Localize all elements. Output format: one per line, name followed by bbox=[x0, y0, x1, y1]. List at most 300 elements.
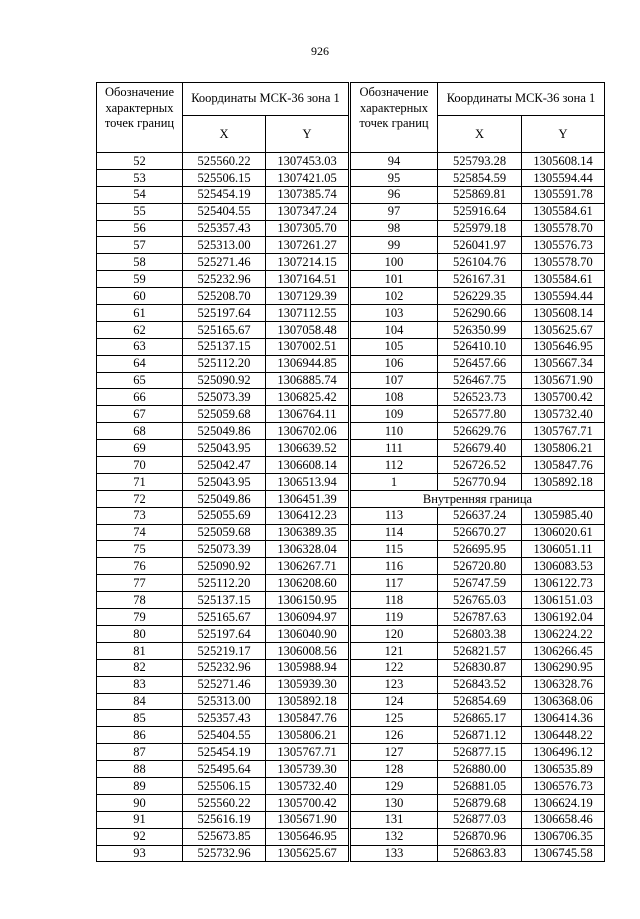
x-cell: 525059.68 bbox=[183, 406, 266, 423]
y-cell: 1305847.76 bbox=[266, 710, 349, 727]
x-cell: 526523.73 bbox=[438, 389, 522, 406]
y-cell: 1306192.04 bbox=[522, 609, 605, 626]
point-id-cell: 119 bbox=[351, 609, 438, 626]
y-cell: 1305767.71 bbox=[522, 423, 605, 440]
table-row bbox=[351, 642, 605, 659]
table-row bbox=[97, 777, 349, 794]
y-cell: 1307305.70 bbox=[266, 220, 349, 237]
y-cell: 1306448.22 bbox=[522, 727, 605, 744]
table-row bbox=[97, 186, 349, 203]
x-cell: 525055.69 bbox=[183, 507, 266, 524]
x-cell: 525616.19 bbox=[183, 811, 266, 828]
y-cell: 1305732.40 bbox=[522, 406, 605, 423]
x-cell: 525219.17 bbox=[183, 642, 266, 659]
table-row bbox=[97, 389, 349, 406]
y-cell: 1307164.51 bbox=[266, 271, 349, 288]
x-cell: 525313.00 bbox=[183, 693, 266, 710]
table-row bbox=[351, 305, 605, 322]
point-id-cell: 81 bbox=[97, 642, 183, 659]
x-cell: 525090.92 bbox=[183, 558, 266, 575]
x-cell: 525049.86 bbox=[183, 490, 266, 507]
table-row bbox=[351, 828, 605, 845]
x-cell: 526290.66 bbox=[438, 305, 522, 322]
point-id-cell: 82 bbox=[97, 659, 183, 676]
x-cell: 526629.76 bbox=[438, 423, 522, 440]
header-point-label: Обозначение характерных точек границ bbox=[351, 83, 438, 153]
x-cell: 525165.67 bbox=[183, 321, 266, 338]
y-cell: 1306094.97 bbox=[266, 609, 349, 626]
point-id-cell: 56 bbox=[97, 220, 183, 237]
table-row bbox=[351, 271, 605, 288]
x-cell: 525495.64 bbox=[183, 761, 266, 778]
x-cell: 526821.57 bbox=[438, 642, 522, 659]
point-id-cell: 52 bbox=[97, 153, 183, 170]
point-id-cell: 122 bbox=[351, 659, 438, 676]
x-cell: 526830.87 bbox=[438, 659, 522, 676]
y-cell: 1306412.23 bbox=[266, 507, 349, 524]
table-row bbox=[97, 321, 349, 338]
header-y: Y bbox=[522, 116, 605, 153]
y-cell: 1305671.90 bbox=[522, 372, 605, 389]
y-cell: 1305608.14 bbox=[522, 153, 605, 170]
inner-border-label: Внутренняя граница bbox=[351, 490, 605, 507]
table-row bbox=[351, 153, 605, 170]
x-cell: 525090.92 bbox=[183, 372, 266, 389]
table-row bbox=[97, 153, 349, 170]
point-id-cell: 99 bbox=[351, 237, 438, 254]
x-cell: 525357.43 bbox=[183, 220, 266, 237]
y-cell: 1306825.42 bbox=[266, 389, 349, 406]
point-id-cell: 74 bbox=[97, 524, 183, 541]
point-id-cell: 86 bbox=[97, 727, 183, 744]
point-id-cell: 60 bbox=[97, 288, 183, 305]
point-id-cell: 68 bbox=[97, 423, 183, 440]
point-id-cell: 54 bbox=[97, 186, 183, 203]
x-cell: 526350.99 bbox=[438, 321, 522, 338]
table-row bbox=[97, 288, 349, 305]
table-row bbox=[97, 406, 349, 423]
point-id-cell: 65 bbox=[97, 372, 183, 389]
table-row bbox=[351, 541, 605, 558]
y-cell: 1305700.42 bbox=[522, 389, 605, 406]
point-id-cell: 62 bbox=[97, 321, 183, 338]
point-id-cell: 104 bbox=[351, 321, 438, 338]
table-row bbox=[351, 659, 605, 676]
y-cell: 1305739.30 bbox=[266, 761, 349, 778]
y-cell: 1306328.04 bbox=[266, 541, 349, 558]
y-cell: 1305806.21 bbox=[522, 440, 605, 457]
point-id-cell: 132 bbox=[351, 828, 438, 845]
point-id-cell: 133 bbox=[351, 845, 438, 862]
table-row bbox=[97, 423, 349, 440]
point-id-cell: 67 bbox=[97, 406, 183, 423]
y-cell: 1307214.15 bbox=[266, 254, 349, 271]
y-cell: 1306658.46 bbox=[522, 811, 605, 828]
x-cell: 525137.15 bbox=[183, 338, 266, 355]
point-id-cell: 116 bbox=[351, 558, 438, 575]
point-id-cell: 105 bbox=[351, 338, 438, 355]
x-cell: 525916.64 bbox=[438, 203, 522, 220]
point-id-cell: 103 bbox=[351, 305, 438, 322]
y-cell: 1306608.14 bbox=[266, 457, 349, 474]
point-id-cell: 124 bbox=[351, 693, 438, 710]
point-id-cell: 55 bbox=[97, 203, 183, 220]
x-cell: 526787.63 bbox=[438, 609, 522, 626]
table-row bbox=[351, 558, 605, 575]
x-cell: 526765.03 bbox=[438, 592, 522, 609]
point-id-cell: 120 bbox=[351, 625, 438, 642]
point-id-cell: 78 bbox=[97, 592, 183, 609]
point-id-cell: 97 bbox=[351, 203, 438, 220]
x-cell: 525271.46 bbox=[183, 676, 266, 693]
point-id-cell: 71 bbox=[97, 473, 183, 490]
point-id-cell: 108 bbox=[351, 389, 438, 406]
table-row bbox=[97, 642, 349, 659]
y-cell: 1306414.36 bbox=[522, 710, 605, 727]
y-cell: 1305591.78 bbox=[522, 186, 605, 203]
table-row bbox=[97, 828, 349, 845]
point-id-cell: 111 bbox=[351, 440, 438, 457]
point-id-cell: 79 bbox=[97, 609, 183, 626]
table-row bbox=[97, 220, 349, 237]
point-id-cell: 94 bbox=[351, 153, 438, 170]
point-id-cell: 92 bbox=[97, 828, 183, 845]
x-cell: 525506.15 bbox=[183, 777, 266, 794]
coordinates-table-right bbox=[350, 82, 605, 862]
table-row bbox=[97, 440, 349, 457]
x-cell: 525043.95 bbox=[183, 440, 266, 457]
point-id-cell: 87 bbox=[97, 744, 183, 761]
x-cell: 526803.38 bbox=[438, 625, 522, 642]
header-x: X bbox=[183, 116, 266, 153]
x-cell: 525979.18 bbox=[438, 220, 522, 237]
table-row bbox=[351, 440, 605, 457]
table-row bbox=[97, 169, 349, 186]
x-cell: 526871.12 bbox=[438, 727, 522, 744]
x-cell: 526881.05 bbox=[438, 777, 522, 794]
y-cell: 1307058.48 bbox=[266, 321, 349, 338]
y-cell: 1305988.94 bbox=[266, 659, 349, 676]
y-cell: 1305584.61 bbox=[522, 271, 605, 288]
table-row bbox=[97, 659, 349, 676]
point-id-cell: 131 bbox=[351, 811, 438, 828]
y-cell: 1306624.19 bbox=[522, 794, 605, 811]
y-cell: 1305732.40 bbox=[266, 777, 349, 794]
point-id-cell: 102 bbox=[351, 288, 438, 305]
table-row bbox=[351, 237, 605, 254]
table-row bbox=[351, 254, 605, 271]
y-cell: 1307385.74 bbox=[266, 186, 349, 203]
table-row bbox=[351, 507, 605, 524]
point-id-cell: 114 bbox=[351, 524, 438, 541]
y-cell: 1306368.06 bbox=[522, 693, 605, 710]
x-cell: 526637.24 bbox=[438, 507, 522, 524]
table-row bbox=[97, 794, 349, 811]
table-row bbox=[351, 710, 605, 727]
x-cell: 525793.28 bbox=[438, 153, 522, 170]
y-cell: 1305584.61 bbox=[522, 203, 605, 220]
table-row bbox=[351, 575, 605, 592]
x-cell: 525854.59 bbox=[438, 169, 522, 186]
point-id-cell: 96 bbox=[351, 186, 438, 203]
y-cell: 1305671.90 bbox=[266, 811, 349, 828]
x-cell: 525560.22 bbox=[183, 153, 266, 170]
x-cell: 525112.20 bbox=[183, 575, 266, 592]
point-id-cell: 130 bbox=[351, 794, 438, 811]
x-cell: 526879.68 bbox=[438, 794, 522, 811]
x-cell: 525197.64 bbox=[183, 305, 266, 322]
point-id-cell: 83 bbox=[97, 676, 183, 693]
table-row bbox=[351, 777, 605, 794]
point-id-cell: 110 bbox=[351, 423, 438, 440]
point-id-cell: 53 bbox=[97, 169, 183, 186]
y-cell: 1305608.14 bbox=[522, 305, 605, 322]
point-id-cell: 129 bbox=[351, 777, 438, 794]
x-cell: 526679.40 bbox=[438, 440, 522, 457]
table-row bbox=[97, 727, 349, 744]
header-y: Y bbox=[266, 116, 349, 153]
table-row bbox=[97, 355, 349, 372]
table-row bbox=[351, 676, 605, 693]
point-id-cell: 84 bbox=[97, 693, 183, 710]
x-cell: 525404.55 bbox=[183, 203, 266, 220]
y-cell: 1305578.70 bbox=[522, 254, 605, 271]
table-row bbox=[97, 372, 349, 389]
x-cell: 526880.00 bbox=[438, 761, 522, 778]
y-cell: 1307129.39 bbox=[266, 288, 349, 305]
header-coord-system: Координаты МСК-36 зона 1 bbox=[183, 83, 349, 116]
header-point-label: Обозначение характерных точек границ bbox=[97, 83, 183, 153]
x-cell: 526843.52 bbox=[438, 676, 522, 693]
point-id-cell: 128 bbox=[351, 761, 438, 778]
table-row bbox=[351, 524, 605, 541]
table-row bbox=[97, 338, 349, 355]
y-cell: 1305767.71 bbox=[266, 744, 349, 761]
x-cell: 525869.81 bbox=[438, 186, 522, 203]
table-row bbox=[97, 609, 349, 626]
point-id-cell: 127 bbox=[351, 744, 438, 761]
table-row bbox=[97, 575, 349, 592]
point-id-cell: 88 bbox=[97, 761, 183, 778]
x-cell: 526577.80 bbox=[438, 406, 522, 423]
y-cell: 1305578.70 bbox=[522, 220, 605, 237]
y-cell: 1307002.51 bbox=[266, 338, 349, 355]
table-row bbox=[351, 693, 605, 710]
x-cell: 525404.55 bbox=[183, 727, 266, 744]
point-id-cell: 113 bbox=[351, 507, 438, 524]
x-cell: 525197.64 bbox=[183, 625, 266, 642]
x-cell: 526695.95 bbox=[438, 541, 522, 558]
table-row bbox=[351, 761, 605, 778]
y-cell: 1306451.39 bbox=[266, 490, 349, 507]
point-id-cell: 121 bbox=[351, 642, 438, 659]
x-cell: 526877.03 bbox=[438, 811, 522, 828]
table-row bbox=[97, 693, 349, 710]
y-cell: 1306639.52 bbox=[266, 440, 349, 457]
point-id-cell: 77 bbox=[97, 575, 183, 592]
point-id-cell: 98 bbox=[351, 220, 438, 237]
x-cell: 526670.27 bbox=[438, 524, 522, 541]
x-cell: 526747.59 bbox=[438, 575, 522, 592]
table-row bbox=[351, 625, 605, 642]
table-row bbox=[351, 220, 605, 237]
table-row bbox=[351, 406, 605, 423]
x-cell: 526457.66 bbox=[438, 355, 522, 372]
point-id-cell: 59 bbox=[97, 271, 183, 288]
table-row bbox=[97, 237, 349, 254]
x-cell: 526410.10 bbox=[438, 338, 522, 355]
table-row bbox=[97, 592, 349, 609]
y-cell: 1307112.55 bbox=[266, 305, 349, 322]
point-id-cell: 66 bbox=[97, 389, 183, 406]
table-row bbox=[351, 203, 605, 220]
table-row bbox=[351, 457, 605, 474]
point-id-cell: 95 bbox=[351, 169, 438, 186]
y-cell: 1306496.12 bbox=[522, 744, 605, 761]
x-cell: 526870.96 bbox=[438, 828, 522, 845]
point-id-cell: 70 bbox=[97, 457, 183, 474]
point-id-cell: 91 bbox=[97, 811, 183, 828]
y-cell: 1305594.44 bbox=[522, 169, 605, 186]
y-cell: 1307347.24 bbox=[266, 203, 349, 220]
y-cell: 1305667.34 bbox=[522, 355, 605, 372]
y-cell: 1305985.40 bbox=[522, 507, 605, 524]
x-cell: 525271.46 bbox=[183, 254, 266, 271]
y-cell: 1305594.44 bbox=[522, 288, 605, 305]
x-cell: 525313.00 bbox=[183, 237, 266, 254]
y-cell: 1306328.76 bbox=[522, 676, 605, 693]
y-cell: 1306208.60 bbox=[266, 575, 349, 592]
point-id-cell: 115 bbox=[351, 541, 438, 558]
point-id-cell: 112 bbox=[351, 457, 438, 474]
x-cell: 525073.39 bbox=[183, 541, 266, 558]
x-cell: 526467.75 bbox=[438, 372, 522, 389]
y-cell: 1305625.67 bbox=[266, 845, 349, 862]
table-row bbox=[97, 845, 349, 862]
y-cell: 1305646.95 bbox=[522, 338, 605, 355]
y-cell: 1306745.58 bbox=[522, 845, 605, 862]
x-cell: 526863.83 bbox=[438, 845, 522, 862]
table-row bbox=[351, 169, 605, 186]
x-cell: 525165.67 bbox=[183, 609, 266, 626]
table-row bbox=[97, 490, 349, 507]
point-id-cell: 90 bbox=[97, 794, 183, 811]
table-row bbox=[97, 710, 349, 727]
table-row bbox=[97, 541, 349, 558]
point-id-cell: 101 bbox=[351, 271, 438, 288]
table-row bbox=[351, 186, 605, 203]
y-cell: 1306008.56 bbox=[266, 642, 349, 659]
point-id-cell: 80 bbox=[97, 625, 183, 642]
table-row bbox=[97, 271, 349, 288]
x-cell: 525357.43 bbox=[183, 710, 266, 727]
y-cell: 1306266.45 bbox=[522, 642, 605, 659]
x-cell: 526720.80 bbox=[438, 558, 522, 575]
y-cell: 1305576.73 bbox=[522, 237, 605, 254]
x-cell: 526726.52 bbox=[438, 457, 522, 474]
table-row bbox=[97, 676, 349, 693]
y-cell: 1306944.85 bbox=[266, 355, 349, 372]
table-row bbox=[351, 355, 605, 372]
x-cell: 526041.97 bbox=[438, 237, 522, 254]
y-cell: 1305646.95 bbox=[266, 828, 349, 845]
table-body-right bbox=[351, 153, 605, 862]
y-cell: 1307421.05 bbox=[266, 169, 349, 186]
y-cell: 1306764.11 bbox=[266, 406, 349, 423]
table-row bbox=[351, 288, 605, 305]
y-cell: 1305939.30 bbox=[266, 676, 349, 693]
x-cell: 525073.39 bbox=[183, 389, 266, 406]
table-row bbox=[97, 507, 349, 524]
x-cell: 525059.68 bbox=[183, 524, 266, 541]
y-cell: 1306083.53 bbox=[522, 558, 605, 575]
table-row bbox=[351, 372, 605, 389]
x-cell: 525560.22 bbox=[183, 794, 266, 811]
table-row bbox=[97, 625, 349, 642]
y-cell: 1307261.27 bbox=[266, 237, 349, 254]
y-cell: 1306020.61 bbox=[522, 524, 605, 541]
y-cell: 1306513.94 bbox=[266, 473, 349, 490]
table-row bbox=[97, 811, 349, 828]
y-cell: 1306040.90 bbox=[266, 625, 349, 642]
y-cell: 1306576.73 bbox=[522, 777, 605, 794]
x-cell: 525454.19 bbox=[183, 744, 266, 761]
x-cell: 525042.47 bbox=[183, 457, 266, 474]
point-id-cell: 100 bbox=[351, 254, 438, 271]
point-id-cell: 69 bbox=[97, 440, 183, 457]
x-cell: 525049.86 bbox=[183, 423, 266, 440]
point-id-cell: 89 bbox=[97, 777, 183, 794]
table-row bbox=[351, 321, 605, 338]
table-row bbox=[97, 254, 349, 271]
x-cell: 526229.35 bbox=[438, 288, 522, 305]
header-coord-system: Координаты МСК-36 зона 1 bbox=[438, 83, 605, 116]
table-row bbox=[97, 203, 349, 220]
section-row bbox=[351, 490, 605, 507]
table-row bbox=[97, 457, 349, 474]
point-id-cell: 73 bbox=[97, 507, 183, 524]
y-cell: 1306535.89 bbox=[522, 761, 605, 778]
table-row bbox=[97, 305, 349, 322]
x-cell: 525208.70 bbox=[183, 288, 266, 305]
point-id-cell: 123 bbox=[351, 676, 438, 693]
point-id-cell: 106 bbox=[351, 355, 438, 372]
y-cell: 1307453.03 bbox=[266, 153, 349, 170]
y-cell: 1306706.35 bbox=[522, 828, 605, 845]
y-cell: 1305847.76 bbox=[522, 457, 605, 474]
coordinates-table-left bbox=[96, 82, 349, 862]
y-cell: 1306151.03 bbox=[522, 592, 605, 609]
point-id-cell: 75 bbox=[97, 541, 183, 558]
table-row bbox=[351, 727, 605, 744]
x-cell: 525043.95 bbox=[183, 473, 266, 490]
point-id-cell: 118 bbox=[351, 592, 438, 609]
y-cell: 1305892.18 bbox=[266, 693, 349, 710]
table-row bbox=[97, 473, 349, 490]
point-id-cell: 93 bbox=[97, 845, 183, 862]
table-row bbox=[97, 744, 349, 761]
table-row bbox=[97, 558, 349, 575]
x-cell: 526104.76 bbox=[438, 254, 522, 271]
y-cell: 1305625.67 bbox=[522, 321, 605, 338]
point-id-cell: 57 bbox=[97, 237, 183, 254]
point-id-cell: 117 bbox=[351, 575, 438, 592]
point-id-cell: 61 bbox=[97, 305, 183, 322]
table-row bbox=[351, 592, 605, 609]
y-cell: 1306290.95 bbox=[522, 659, 605, 676]
x-cell: 526770.94 bbox=[438, 473, 522, 490]
point-id-cell: 72 bbox=[97, 490, 183, 507]
